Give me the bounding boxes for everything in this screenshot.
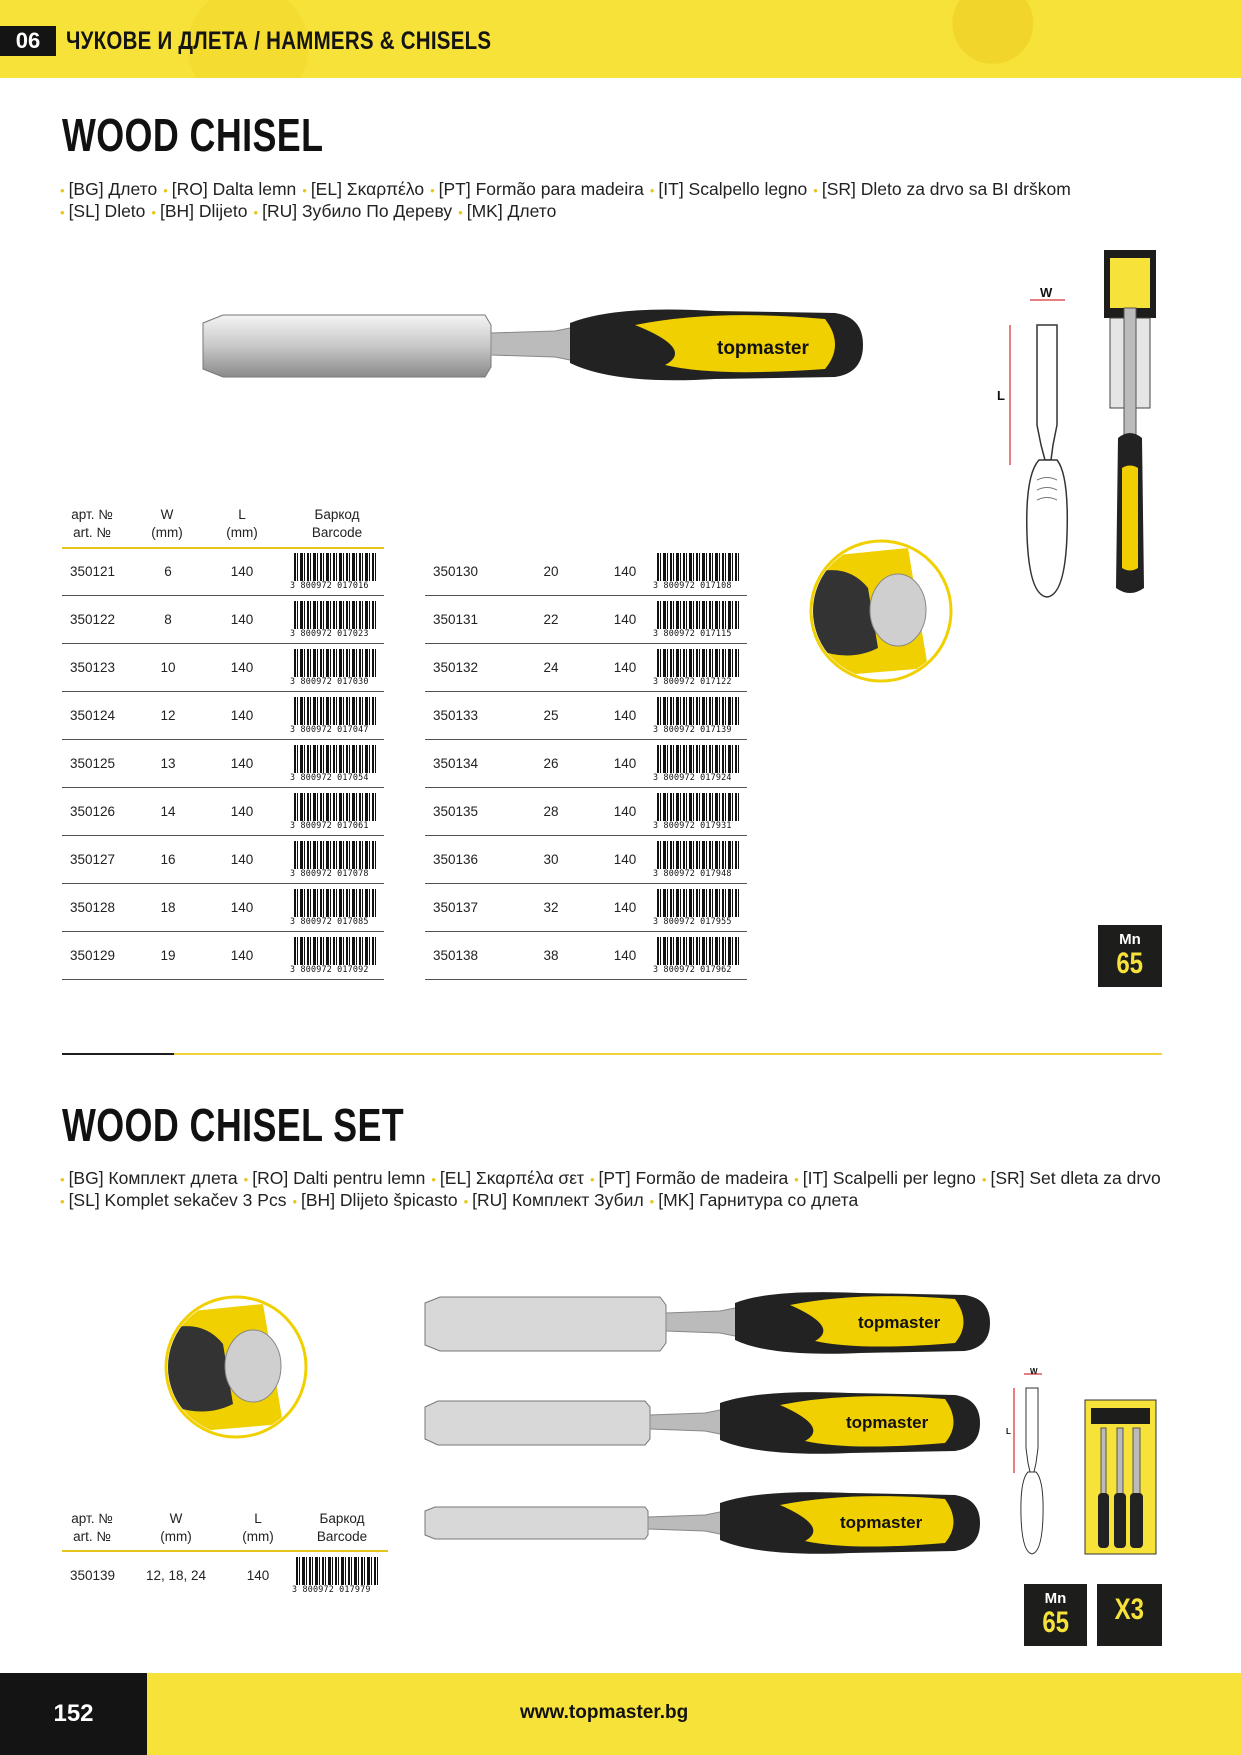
cell-l: 140 [230, 708, 254, 723]
badge-value: 65 [1116, 947, 1144, 980]
cell-w: 18 [160, 900, 176, 915]
bullet-icon: • [431, 1172, 436, 1187]
translation-item: [SL] Komplet sekačev 3 Pcs [68, 1190, 287, 1210]
barcode-number: 3 800972 017054 [290, 772, 369, 782]
table-row [62, 644, 384, 692]
barcode-number: 3 800972 017115 [653, 628, 732, 638]
section-divider-dark [62, 1053, 174, 1055]
header-l-unit: (mm) [242, 1529, 274, 1544]
header-barcode-en: Barcode [316, 1529, 368, 1544]
header-w: W [160, 507, 174, 522]
translation-item: [BG] Длето [68, 179, 158, 199]
barcode-number: 3 800972 017078 [290, 868, 369, 878]
cell-w: 26 [543, 756, 559, 771]
table-row [62, 884, 384, 932]
barcode [653, 889, 743, 927]
barcode [653, 553, 743, 591]
barcode-number: 3 800972 017962 [653, 964, 732, 974]
barcode [653, 793, 743, 831]
cell-l: 140 [613, 612, 637, 627]
packaged-chisel-image [1100, 248, 1160, 603]
manganese-badge [1098, 925, 1162, 987]
cell-art: 350126 [70, 804, 116, 819]
barcode [290, 601, 380, 639]
barcode-number: 3 800972 017979 [292, 1584, 371, 1594]
cell-l: 140 [613, 564, 637, 579]
cell-art: 350137 [433, 900, 479, 915]
table-row [425, 836, 747, 884]
translation-item: [SR] Set dleta za drvo [990, 1168, 1161, 1188]
cell-l: 140 [230, 948, 254, 963]
cell-l: 140 [230, 660, 254, 675]
barcode-number: 3 800972 017047 [290, 724, 369, 734]
cell-w: 12 [160, 708, 176, 723]
bullet-icon: • [794, 1172, 799, 1187]
table-row [62, 740, 384, 788]
cell-art: 350135 [433, 804, 479, 819]
barcode-bars [657, 745, 741, 773]
cell-l: 140 [230, 804, 254, 819]
header-w-unit: (mm) [151, 525, 183, 540]
barcode [653, 697, 743, 735]
svg-text:topmaster: topmaster [840, 1513, 923, 1532]
translation-item: [SR] Dleto za drvo sa BI drškom [821, 179, 1071, 199]
cell-art: 350139 [70, 1568, 116, 1583]
cell-w: 6 [164, 564, 172, 579]
cell-w: 16 [160, 852, 176, 867]
barcode-bars [294, 601, 378, 629]
table-row [425, 740, 747, 788]
barcode-bars [294, 937, 378, 965]
svg-text:topmaster: topmaster [846, 1413, 929, 1432]
barcode [653, 649, 743, 687]
translation-item: [RU] Зубило По Дереву [262, 201, 453, 221]
table-row [425, 548, 747, 596]
chisel-set-image [420, 1285, 995, 1585]
cell-art: 350133 [433, 708, 479, 723]
cell-w: 19 [160, 948, 176, 963]
barcode [290, 841, 380, 879]
section-title-wood-chisel-set: WOOD CHISEL SET [62, 1099, 405, 1151]
cell-art: 350136 [433, 852, 479, 867]
header-l: L [254, 1511, 262, 1526]
barcode-number: 3 800972 017955 [653, 916, 732, 926]
barcode-bars [294, 745, 378, 773]
cell-l: 140 [613, 948, 637, 963]
translations-line-2 [60, 200, 562, 224]
cell-art: 350129 [70, 948, 116, 963]
bullet-icon: • [430, 183, 435, 198]
chapter-number: 06 [0, 26, 56, 56]
bullet-icon: • [253, 205, 259, 220]
header-barcode-bg: Баркод [314, 507, 360, 522]
translation-item: [BG] Комплект длета [68, 1168, 238, 1188]
cell-art: 350123 [70, 660, 116, 675]
barcode [653, 841, 743, 879]
barcode [290, 793, 380, 831]
bullet-icon: • [292, 1194, 298, 1209]
header-barcode-en: Barcode [311, 525, 363, 540]
translation-item: [EL] Σκαρπέλο [310, 179, 425, 199]
handle-detail-image [808, 538, 954, 684]
barcode [653, 601, 743, 639]
header-art-bg: арт. № [71, 507, 113, 522]
table-row [425, 644, 747, 692]
translation-item: [RU] Комплект Зубил [472, 1190, 644, 1210]
header-art-en: art. № [73, 525, 111, 540]
barcode-bars [294, 841, 378, 869]
barcode-number: 3 800972 017016 [290, 580, 369, 590]
translation-item: [RO] Dalta lemn [171, 179, 297, 199]
svg-text:L: L [997, 388, 1005, 403]
cell-l: 140 [613, 756, 637, 771]
barcode [653, 745, 743, 783]
table-row [62, 1552, 388, 1600]
cell-w: 10 [160, 660, 176, 675]
cell-l: 140 [230, 564, 254, 579]
barcode [290, 745, 380, 783]
cell-art: 350130 [433, 564, 479, 579]
barcode-number: 3 800972 017948 [653, 868, 732, 878]
cell-w: 30 [543, 852, 559, 867]
bullet-icon: • [589, 1172, 595, 1187]
table-row [62, 548, 384, 596]
set-dimension-drawing [1002, 1368, 1052, 1558]
barcode-number: 3 800972 017061 [290, 820, 369, 830]
barcode-bars [657, 553, 741, 581]
table-row [62, 836, 384, 884]
header-art-en: art. № [73, 1529, 111, 1544]
table-row [425, 596, 747, 644]
bullet-icon: • [458, 205, 463, 220]
cell-l: 140 [613, 900, 637, 915]
set-handle-detail-image [163, 1294, 309, 1440]
barcode-bars [296, 1557, 380, 1585]
header-w-unit: (mm) [160, 1529, 192, 1544]
section-divider-yellow [174, 1053, 1162, 1055]
bullet-icon: • [302, 183, 307, 198]
page-number: 152 [0, 1673, 147, 1755]
cell-w: 38 [543, 948, 559, 963]
table-row [425, 788, 747, 836]
badge-value: 65 [1042, 1606, 1069, 1639]
badge-quantity-value: X3 [1114, 1593, 1145, 1626]
translation-item: [RO] Dalti pentru lemn [252, 1168, 426, 1188]
barcode-bars [294, 697, 378, 725]
barcode [290, 553, 380, 591]
table-row [62, 788, 384, 836]
translations-line-1-set [60, 1167, 1167, 1191]
translation-item: [IT] Scalpello legno [658, 179, 808, 199]
barcode [290, 937, 380, 975]
barcode-bars [657, 697, 741, 725]
wood-chisel-image [195, 305, 870, 415]
cell-art: 350122 [70, 612, 116, 627]
header-w: W [169, 1511, 183, 1526]
bullet-icon: • [649, 183, 655, 198]
table-row [425, 692, 747, 740]
barcode-number: 3 800972 017092 [290, 964, 369, 974]
barcode-bars [294, 793, 378, 821]
translation-item: [PT] Formão para madeira [438, 179, 644, 199]
table-row [62, 692, 384, 740]
translation-item: [BH] Dlijeto [159, 201, 248, 221]
barcode-bars [294, 649, 378, 677]
cell-w: 32 [543, 900, 559, 915]
cell-art: 350127 [70, 852, 116, 867]
cell-art: 350125 [70, 756, 116, 771]
cell-l: 140 [230, 756, 254, 771]
translation-item: [IT] Scalpelli per legno [802, 1168, 976, 1188]
barcode [290, 649, 380, 687]
barcode-bars [657, 793, 741, 821]
bullet-icon: • [981, 1172, 987, 1187]
table-row [62, 596, 384, 644]
handle-brand-text: topmaster [717, 338, 809, 359]
cell-w: 8 [164, 612, 172, 627]
translation-item: [PT] Formão de madeira [598, 1168, 789, 1188]
cell-l: 140 [230, 612, 254, 627]
cell-art: 350134 [433, 756, 479, 771]
cell-l: 140 [613, 852, 637, 867]
barcode [290, 889, 380, 927]
bullet-icon: • [243, 1172, 249, 1187]
svg-text:L: L [1006, 1427, 1011, 1436]
cell-w: 28 [543, 804, 559, 819]
translation-item: [BH] Dlijeto špicasto [301, 1190, 458, 1210]
chapter-title: ЧУКОВЕ И ДЛЕТА / HAMMERS & CHISELS [66, 27, 492, 55]
barcode-number: 3 800972 017931 [653, 820, 732, 830]
barcode-bars [657, 937, 741, 965]
translation-item: [EL] Σκαρπέλα σετ [439, 1168, 584, 1188]
bullet-icon: • [163, 183, 168, 198]
bullet-icon: • [151, 205, 156, 220]
table-row [62, 932, 384, 980]
cell-w: 13 [160, 756, 176, 771]
translation-item: [SL] Dleto [68, 201, 146, 221]
cell-art: 350132 [433, 660, 479, 675]
cell-l: 140 [230, 852, 254, 867]
bullet-icon: • [60, 1172, 65, 1187]
barcode-number: 3 800972 017122 [653, 676, 732, 686]
bullet-icon: • [60, 1194, 65, 1209]
translations-line-1 [60, 178, 1077, 202]
section-title-wood-chisel: WOOD CHISEL [62, 109, 324, 161]
badge-label: Mn [1044, 1590, 1067, 1607]
barcode-number: 3 800972 017023 [290, 628, 369, 638]
cell-w: 20 [543, 564, 559, 579]
svg-text:topmaster: topmaster [858, 1313, 941, 1332]
barcode-number: 3 800972 017108 [653, 580, 732, 590]
header-l-unit: (mm) [226, 525, 258, 540]
cell-art: 350138 [433, 948, 479, 963]
barcode-bars [657, 649, 741, 677]
cell-l: 140 [246, 1568, 270, 1583]
bullet-icon: • [60, 205, 65, 220]
badge-label: Mn [1119, 931, 1141, 948]
cell-w: 24 [543, 660, 559, 675]
barcode-bars [294, 553, 378, 581]
barcode-number: 3 800972 017139 [653, 724, 732, 734]
barcode [290, 697, 380, 735]
table-row [425, 884, 747, 932]
cell-l: 140 [613, 708, 637, 723]
barcode-number: 3 800972 017924 [653, 772, 732, 782]
bullet-icon: • [463, 1194, 469, 1209]
cell-art: 350131 [433, 612, 479, 627]
website-link[interactable]: www.topmaster.bg [520, 1702, 689, 1723]
cell-w: 12, 18, 24 [145, 1568, 207, 1583]
cell-l: 140 [613, 804, 637, 819]
barcode [292, 1557, 382, 1595]
header-art-bg: арт. № [71, 1511, 113, 1526]
cell-art: 350121 [70, 564, 116, 579]
cell-w: 22 [543, 612, 559, 627]
barcode-bars [657, 601, 741, 629]
cell-art: 350128 [70, 900, 116, 915]
table-row [425, 932, 747, 980]
bullet-icon: • [60, 183, 65, 198]
barcode-bars [657, 841, 741, 869]
barcode-number: 3 800972 017030 [290, 676, 369, 686]
manganese-badge-set [1024, 1584, 1087, 1646]
cell-art: 350124 [70, 708, 116, 723]
bullet-icon: • [813, 183, 818, 198]
cell-w: 25 [543, 708, 559, 723]
barcode-number: 3 800972 017085 [290, 916, 369, 926]
cell-l: 140 [230, 900, 254, 915]
set-package-image [1083, 1398, 1158, 1556]
translation-item: [MK] Гарнитура со длета [658, 1190, 859, 1210]
header-barcode-bg: Баркод [319, 1511, 365, 1526]
translation-item: [MK] Длето [466, 201, 557, 221]
barcode [653, 937, 743, 975]
cell-w: 14 [160, 804, 176, 819]
barcode-bars [294, 889, 378, 917]
quantity-badge [1097, 1584, 1162, 1646]
bullet-icon: • [649, 1194, 655, 1209]
barcode-bars [657, 889, 741, 917]
cell-l: 140 [613, 660, 637, 675]
dimension-drawing [995, 285, 1080, 605]
header-l: L [238, 507, 246, 522]
svg-text:W: W [1030, 1368, 1038, 1376]
svg-text:W: W [1040, 285, 1053, 300]
translations-line-2-set [60, 1189, 864, 1213]
